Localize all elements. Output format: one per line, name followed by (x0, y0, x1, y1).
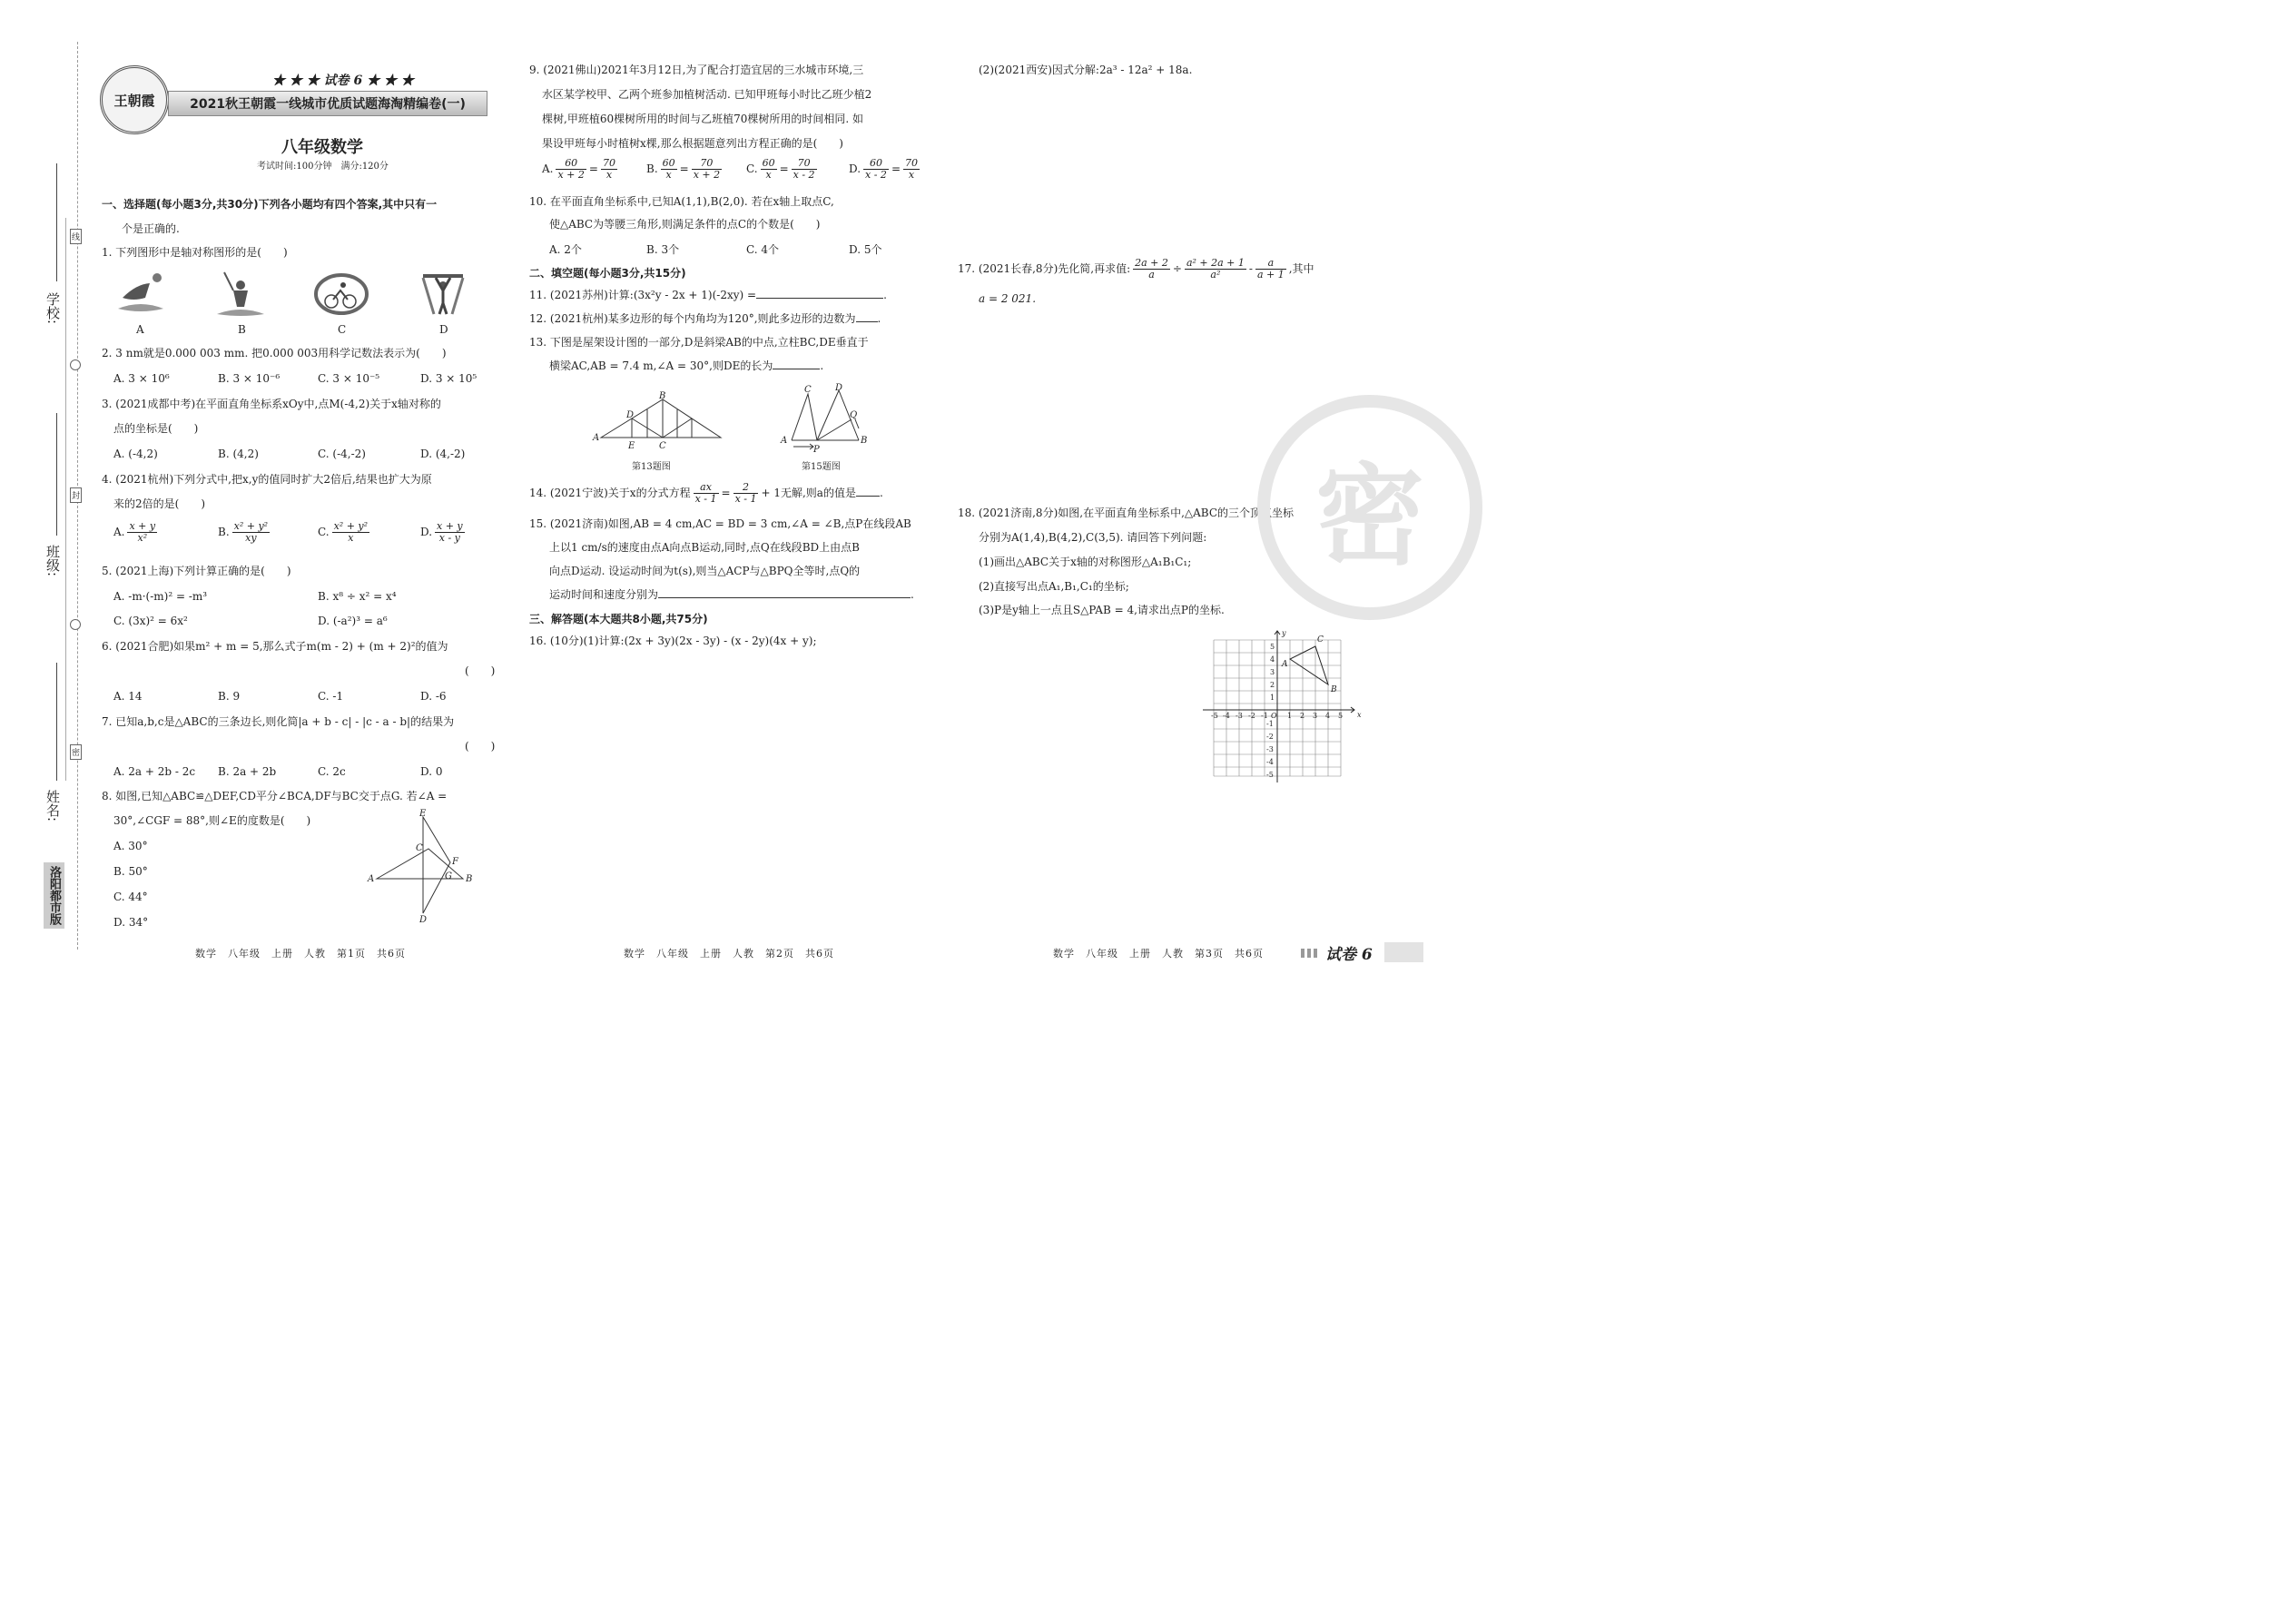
q18-ytick-m1: -1 (1266, 720, 1274, 728)
q15-point-b: B (861, 436, 868, 446)
q17-text: 17. (2021长春,8分)先化简,再求值: $\frac{2a + 2}{a}$ ÷ $\frac{\text{a² + 2a + 1}}{\text{a²}}$ - $\frac{a}{a + 1}$ ,其中 (958, 257, 1314, 281)
q9-text-1: 9. (2021佛山)2021年3月12日,为了配合打造宜居的三水城市环境,三 (529, 64, 864, 76)
q18-point-c: C (1317, 635, 1324, 645)
binding-circle-icon (70, 619, 81, 630)
q1-figure-b (213, 269, 268, 320)
q10-text: 10. 在平面直角坐标系中,已知A(1,1),B(2,0). 若在x轴上取点C, (529, 195, 834, 208)
q2-text: 2. 3 nm就是0.000 003 mm. 把0.000 003用科学记数法表示为( ) (102, 347, 447, 359)
q1-label-d: D (439, 323, 448, 336)
seal-mark-3: 密 (70, 744, 82, 760)
seal-mark-1: 线 (70, 229, 82, 244)
q8-text: 8. 如图,已知△ABC≌△DEF,CD平分∠BCA,DF与BC交于点G. 若∠A = (102, 790, 448, 802)
q13-figure (590, 390, 726, 454)
q15-point-p: P (813, 445, 820, 454)
q13-point-e: E (628, 441, 635, 451)
q3-text-cont: 点的坐标是( ) (113, 422, 199, 435)
q18-xtick-m5: -5 (1211, 712, 1218, 720)
q4-text: 4. (2021杭州)下列分式中,把x,y的值同时扩大2倍后,结果也扩大为原 (102, 473, 432, 486)
footer-page-3: 数学 八年级 上册 人教 第3页 共6页 (1053, 948, 1264, 960)
q18-xtick-4: 4 (1325, 712, 1331, 720)
q1-label-b: B (238, 323, 246, 336)
edition-label: 洛阳都市版 (44, 862, 64, 929)
q15-blank[interactable] (658, 597, 911, 598)
q4-option-d: D. $\frac{x + y}{x - y}$ (420, 520, 463, 544)
q18-xtick-1: 1 (1287, 712, 1293, 720)
q12-blank[interactable] (856, 321, 878, 322)
q16-part2: (2)(2021西安)因式分解:2a³ - 12a² + 18a. (979, 64, 1193, 76)
q18-text-5: (3)P是y轴上一点且S△PAB = 4,请求出点P的坐标. (979, 604, 1225, 616)
q7-option-a: A. 2a + 2b - 2c (113, 765, 196, 778)
q18-ytick-1: 1 (1270, 694, 1275, 702)
q18-origin: O (1271, 712, 1277, 720)
q15-point-c: C (804, 385, 812, 395)
q6-paren: ( ) (465, 664, 496, 677)
q13-text: 13. 下图是屋架设计图的一部分,D是斜梁AB的中点,立柱BC,DE垂直于 (529, 336, 869, 349)
q5-option-b: B. x⁸ ÷ x² = x⁴ (318, 590, 397, 603)
seal-mark-2: 封 (70, 487, 82, 503)
q11-text: 11. (2021苏州)计算:(3x²y - 2x + 1)(-2xy) = . (529, 289, 887, 301)
q18-text-2: 分别为A(1,4),B(4,2),C(3,5). 请回答下列问题: (979, 531, 1207, 544)
name-line (56, 663, 57, 781)
footer-page-2: 数学 八年级 上册 人教 第2页 共6页 (624, 948, 834, 960)
q18-ytick-4: 4 (1270, 655, 1275, 664)
q1-figure-c (313, 272, 369, 316)
q10-option-b: B. 3个 (646, 243, 680, 256)
q18-ytick-5: 5 (1270, 643, 1275, 651)
q7-paren: ( ) (465, 740, 496, 753)
q5-text: 5. (2021上海)下列计算正确的是( ) (102, 565, 291, 577)
binding-seal-line (65, 218, 66, 781)
q18-xtick-2: 2 (1300, 712, 1305, 720)
q18-text-1: 18. (2021济南,8分)如图,在平面直角坐标系中,△ABC的三个顶点坐标 (958, 507, 1294, 519)
q18-xtick-m1: -1 (1261, 712, 1268, 720)
q12-text: 12. (2021杭州)某多边形的每个内角均为120°,则此多边形的边数为 . (529, 312, 881, 325)
q3-option-a: A. (-4,2) (113, 448, 158, 460)
school-line (56, 163, 57, 281)
q8-point-f: F (452, 857, 458, 867)
q15-text-2: 上以1 cm/s的速度由点A向点B运动,同时,点Q在线段BD上由点B (549, 541, 860, 554)
q6-option-c: C. -1 (318, 690, 344, 703)
q13-point-b: B (659, 391, 666, 401)
footer-page-1: 数学 八年级 上册 人教 第1页 共6页 (195, 948, 406, 960)
q18-text-3: (1)画出△ABC关于x轴的对称图形△A₁B₁C₁; (979, 556, 1192, 568)
q8-point-a: A (368, 874, 375, 884)
logo-text: 王朝霞 (113, 92, 155, 109)
q18-xtick-m3: -3 (1236, 712, 1243, 720)
q10-option-a: A. 2个 (549, 243, 582, 256)
q17-text-cont: a = 2 021. (979, 292, 1037, 305)
q15-point-q: Q (850, 410, 858, 420)
q18-text-4: (2)直接写出点A₁,B₁,C₁的坐标; (979, 580, 1129, 593)
q7-option-d: D. 0 (420, 765, 443, 778)
q15-caption: 第15题图 (802, 462, 841, 472)
q1-text: 1. 下列图形中是轴对称图形的是( ) (102, 246, 288, 259)
q8-figure (363, 806, 481, 924)
q8-point-g: G (445, 871, 452, 881)
q6-option-d: D. -6 (420, 690, 447, 703)
q18-point-a: A (1282, 660, 1288, 669)
q18-xtick-5: 5 (1338, 712, 1344, 720)
name-label: 姓名: (44, 790, 61, 822)
q13-caption: 第13题图 (632, 462, 671, 472)
q2-option-a: A. 3 × 10⁶ (113, 372, 170, 385)
q8-point-b: B (466, 874, 473, 884)
q18-ytick-m2: -2 (1266, 733, 1274, 741)
q15-point-d: D (835, 383, 843, 393)
q13-text-cont: 横梁AC,AB = 7.4 m,∠A = 30°,则DE的长为 . (549, 359, 824, 372)
q2-option-b: B. 3 × 10⁻⁶ (218, 372, 281, 385)
q11-blank[interactable] (756, 298, 883, 299)
q10-option-d: D. 5个 (849, 243, 882, 256)
q15-text-3: 向点D运动. 设运动时间为t(s),则当△ACP与△BPQ全等时,点Q的 (549, 565, 861, 577)
q13-point-a: A (593, 433, 600, 443)
q18-coordinate-grid (1198, 626, 1366, 785)
corner-bar (1384, 942, 1423, 962)
q2-option-c: C. 3 × 10⁻⁵ (318, 372, 380, 385)
q8-option-d: D. 34° (113, 916, 149, 929)
q3-option-c: C. (-4,-2) (318, 448, 366, 460)
series-banner (168, 91, 487, 116)
q9-text-4: 果设甲班每小时植树x棵,那么根据题意列出方程正确的是( ) (542, 137, 843, 150)
class-label: 班级: (44, 545, 61, 577)
q10-text-cont: 使△ABC为等腰三角形,则满足条件的点C的个数是( ) (549, 218, 821, 231)
q18-ytick-m4: -4 (1266, 758, 1274, 766)
class-line (56, 413, 57, 536)
page-title: 八年级数学 (281, 138, 363, 157)
q15-figure (779, 381, 879, 454)
q18-x-label: x (1357, 711, 1362, 719)
exam-info: 考试时间:100分钟 满分:120分 (257, 162, 389, 172)
q2-option-d: D. 3 × 10⁵ (420, 372, 478, 385)
q14-blank[interactable] (856, 496, 880, 497)
q9-option-b: B. $\frac{60}{x}$ = $\frac{70}{x + 2}$ (646, 157, 721, 181)
corner-decoration (1301, 949, 1319, 958)
q18-ytick-3: 3 (1270, 668, 1275, 676)
q18-ytick-m3: -3 (1266, 745, 1274, 753)
q13-point-d: D (626, 410, 635, 420)
q6-text: 6. (2021合肥)如果m² + m = 5,那么式子m(m - 2) + (m + 2)²的值为 (102, 640, 448, 653)
q9-option-d: D. $\frac{60}{x - 2}$ = $\frac{70}{x}$ (849, 157, 918, 181)
exam-badge: ★ ★ ★ 试卷 6 ★ ★ ★ (272, 74, 414, 88)
q4-option-c: C. $\frac{\text{x² + y²}}{x}$ (318, 520, 369, 544)
q6-option-a: A. 14 (113, 690, 143, 703)
q18-point-b: B (1331, 685, 1337, 694)
q8-point-c: C (416, 843, 423, 853)
corner-label: 试卷 6 (1325, 946, 1373, 964)
q18-xtick-3: 3 (1313, 712, 1318, 720)
q9-text-2: 水区某学校甲、乙两个班参加植树活动. 已知甲班每小时比乙班少植2 (542, 88, 872, 101)
q1-label-a: A (136, 323, 144, 336)
q8-point-e: E (419, 809, 427, 819)
q8-option-a: A. 30° (113, 840, 148, 852)
q1-figure-d (418, 269, 468, 320)
school-label: 学校: (44, 292, 61, 325)
series-title: 2021秋王朝霞一线城市优质试题海淘精编卷(一) (190, 97, 466, 112)
q3-option-b: B. (4,2) (218, 448, 259, 460)
q18-xtick-m4: -4 (1223, 712, 1230, 720)
q8-point-d: D (419, 915, 428, 924)
q9-option-a: A. $\frac{60}{x + 2}$ = $\frac{70}{x}$ (542, 157, 615, 181)
q18-ytick-2: 2 (1270, 681, 1275, 689)
q10-option-c: C. 4个 (746, 243, 780, 256)
q8-option-b: B. 50° (113, 865, 148, 878)
q5-option-c: C. (3x)² = 6x² (113, 615, 188, 627)
q14-text: 14. (2021宁波)关于x的分式方程 $\frac{ax}{x - 1}$ = $\frac{2}{x - 1}$ + 1无解,则a的值是 . (529, 481, 883, 505)
q7-text: 7. 已知a,b,c是△ABC的三条边长,则化简|a + b - c| - |c - a - b|的结果为 (102, 715, 455, 728)
logo-badge (100, 65, 169, 134)
q15-text-4: 运动时间和速度分别为 . (549, 588, 914, 601)
section-2-heading: 二、填空题(每小题3分,共15分) (529, 267, 686, 280)
q3-option-d: D. (4,-2) (420, 448, 466, 460)
q7-option-c: C. 2c (318, 765, 346, 778)
q18-xtick-m2: -2 (1248, 712, 1255, 720)
q6-option-b: B. 9 (218, 690, 241, 703)
binding-circle-icon (70, 359, 81, 370)
section-1-heading-cont: 个是正确的. (122, 222, 180, 235)
q9-text-3: 棵树,甲班植60棵树所用的时间与乙班植70棵树所用的时间相同. 如 (542, 113, 863, 125)
q15-text-1: 15. (2021济南)如图,AB = 4 cm,AC = BD = 3 cm,∠A = ∠B,点P在线段AB (529, 517, 911, 530)
q1-figure-a (113, 271, 168, 318)
q16-part1: 16. (10分)(1)计算:(2x + 3y)(2x - 3y) - (x - 2y)(4x + y); (529, 635, 817, 647)
q5-option-d: D. (-a²)³ = a⁶ (318, 615, 388, 627)
watermark-seal (1257, 395, 1482, 620)
q8-text-cont: 30°,∠CGF = 88°,则∠E的度数是( ) (113, 814, 311, 827)
q13-point-c: C (659, 441, 666, 451)
q4-option-a: A. $\frac{x + y}{\text{x²}}$ (113, 520, 156, 544)
q8-option-c: C. 44° (113, 891, 148, 903)
watermark-text: 密 (1315, 454, 1424, 580)
section-1-heading: 一、选择题(每小题3分,共30分)下列各小题均有四个答案,其中只有一 (102, 198, 438, 211)
q15-point-a: A (781, 436, 788, 446)
q1-label-c: C (338, 323, 347, 336)
q3-text: 3. (2021成都中考)在平面直角坐标系xOy中,点M(-4,2)关于x轴对称的 (102, 398, 441, 410)
q9-option-c: C. $\frac{60}{x}$ = $\frac{70}{x - 2}$ (746, 157, 815, 181)
q7-option-b: B. 2a + 2b (218, 765, 277, 778)
q5-option-a: A. -m·(-m)² = -m³ (113, 590, 208, 603)
section-3-heading: 三、解答题(本大题共8小题,共75分) (529, 613, 708, 625)
q18-ytick-m5: -5 (1266, 771, 1274, 779)
q4-option-b: B. $\frac{\text{x² + y²}}{xy}$ (218, 520, 269, 544)
q18-y-label: y (1282, 629, 1286, 637)
q4-text-cont: 来的2倍的是( ) (113, 497, 205, 510)
